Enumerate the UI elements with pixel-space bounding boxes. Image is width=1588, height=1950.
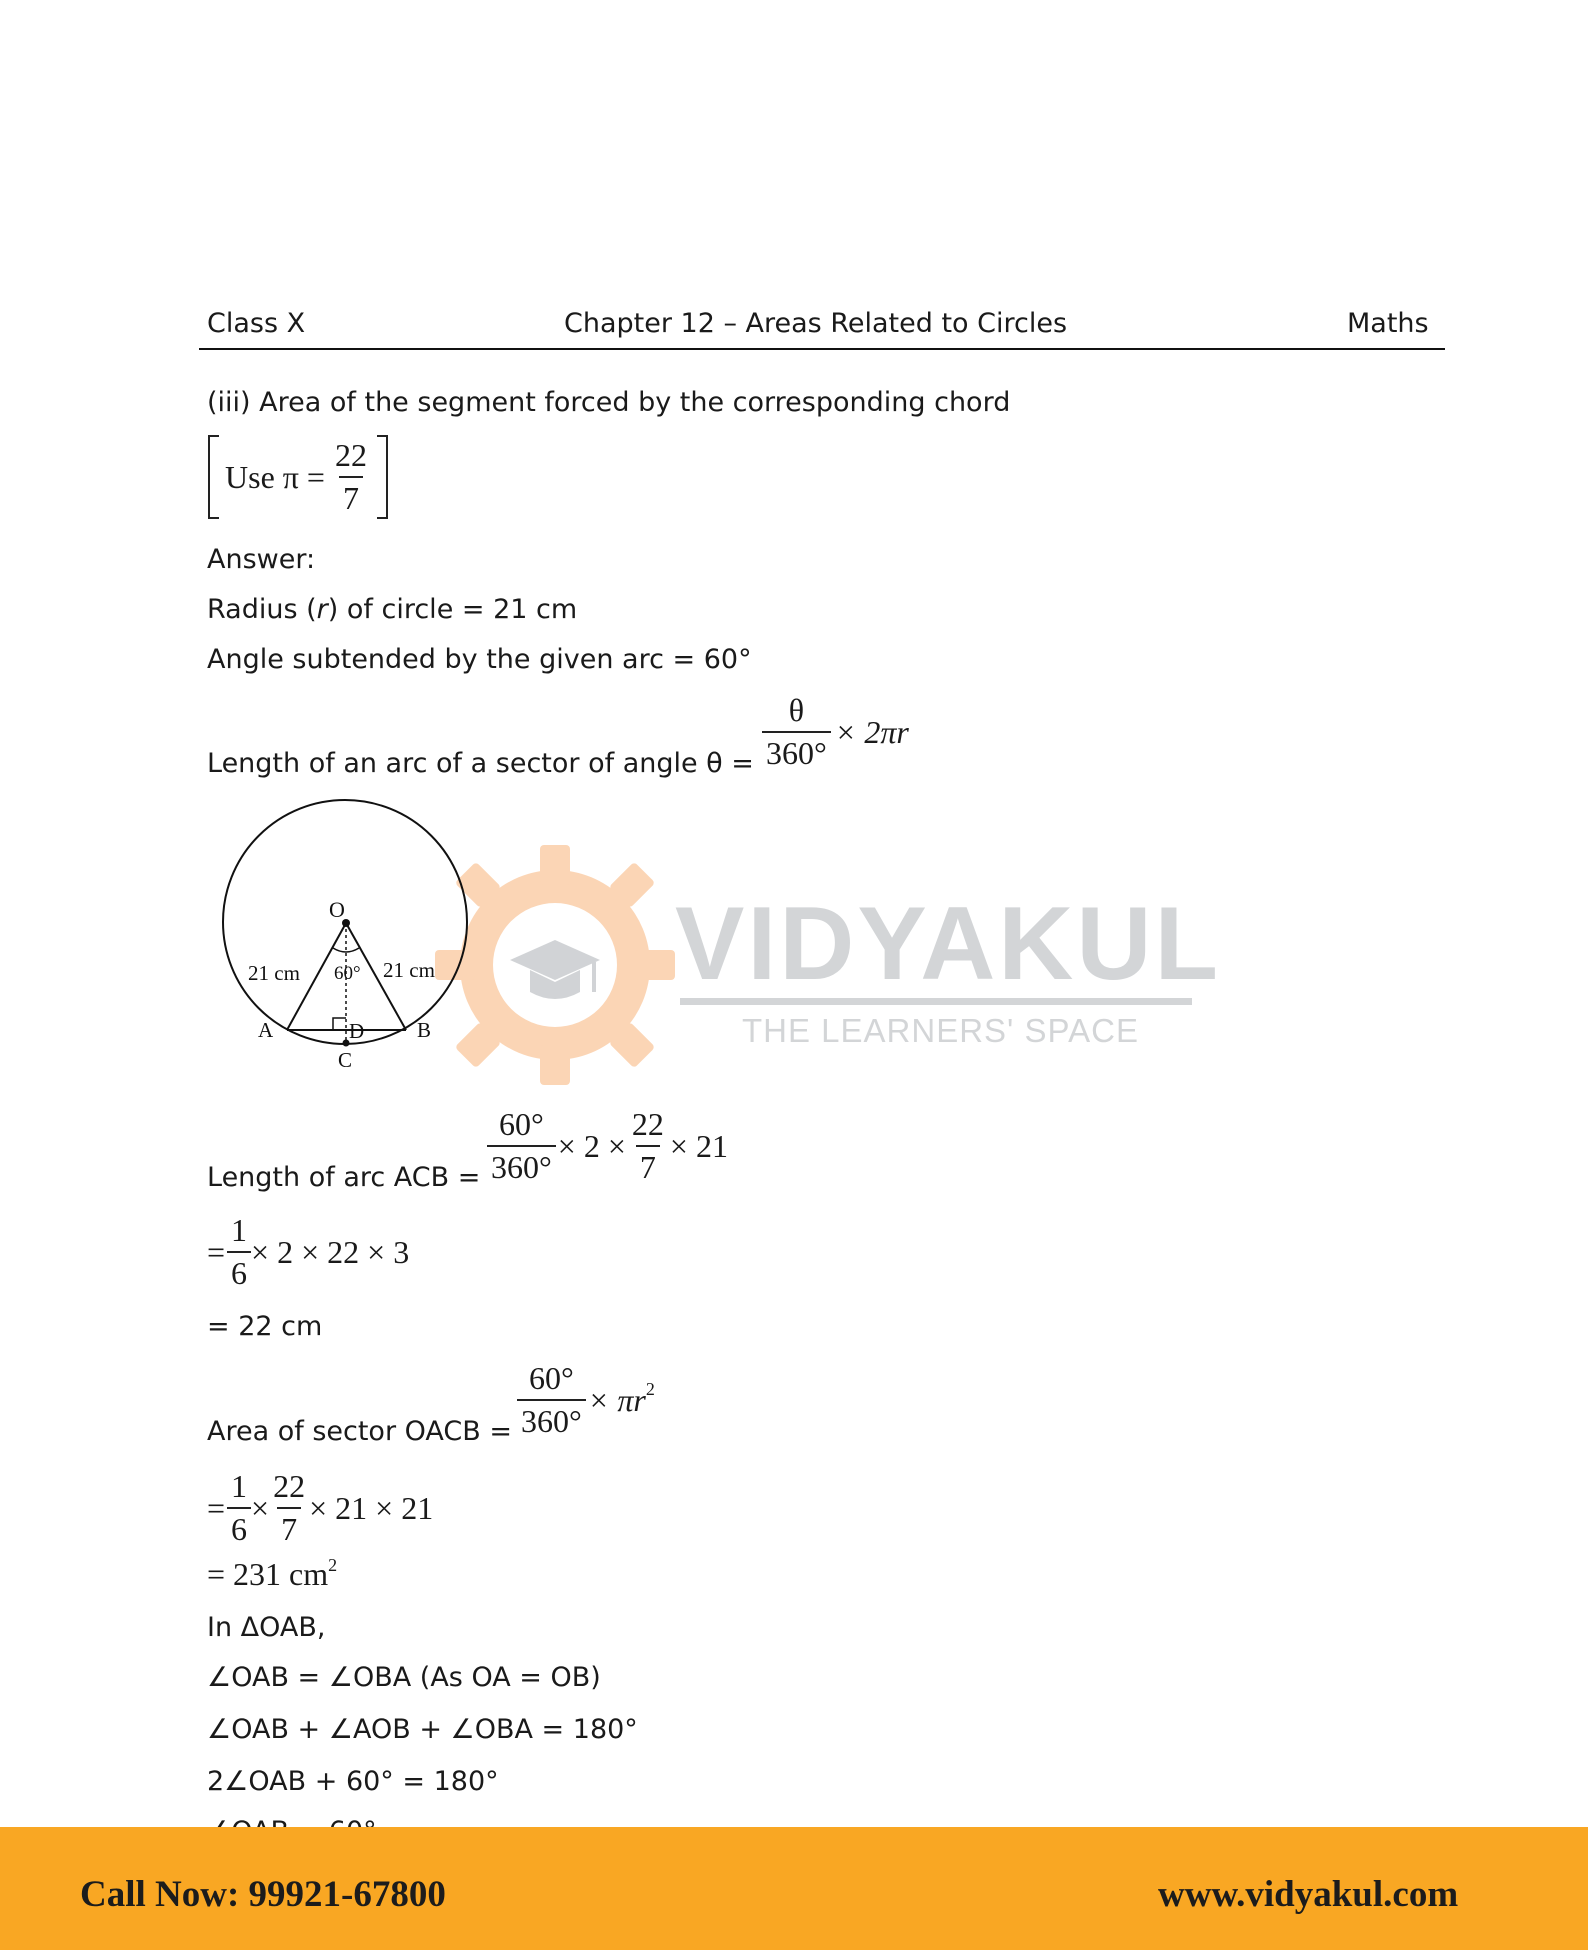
label-o: O	[329, 897, 345, 922]
angle-line: Angle subtended by the given arc = 60°	[207, 644, 752, 675]
use-pi-box	[208, 436, 388, 518]
label-angle: 60°	[334, 963, 361, 984]
answer-label: Answer:	[207, 544, 316, 575]
label-left-radius: 21 cm	[248, 961, 300, 985]
angle-solve-line: 2∠OAB + 60° = 180°	[207, 1766, 499, 1797]
header-subject: Maths	[1347, 308, 1429, 339]
circle-diagram	[205, 790, 485, 1090]
arc-formula-tail: × 2πr	[834, 713, 909, 750]
arc-acb-text: Length of arc ACB =	[207, 1162, 481, 1193]
header-class: Class X	[207, 308, 306, 339]
label-c: C	[338, 1048, 353, 1072]
radius-line: Radius (r) of circle = 21 cm	[207, 594, 578, 625]
sector-step-1: = $\frac{1}{6}$ × $\frac{22}{7}$ × 21 × 21	[207, 1468, 434, 1547]
watermark-brand: VIDYAKUL	[675, 886, 1222, 1002]
label-b: B	[417, 1018, 432, 1042]
watermark-tagline: THE LEARNERS' SPACE	[742, 1012, 1139, 1049]
sector-area-text: Area of sector OACB =	[207, 1416, 512, 1447]
arc-result: = 22 cm	[207, 1311, 323, 1342]
left-bracket	[208, 435, 219, 519]
watermark-underline	[680, 998, 1192, 1005]
label-a: A	[258, 1018, 274, 1042]
arc-formula-denominator: 360°	[762, 731, 831, 772]
part-iii-text: (iii) Area of the segment forced by the corresponding chord	[207, 387, 1011, 418]
website-link[interactable]: www.vidyakul.com	[1158, 1874, 1459, 1915]
footer-bar	[0, 1827, 1588, 1950]
call-now-link[interactable]: Call Now: 99921-67800	[80, 1874, 446, 1915]
use-pi-label: Use π =	[225, 458, 325, 495]
watermark	[430, 840, 1222, 1100]
header-chapter: Chapter 12 – Areas Related to Circles	[564, 308, 1068, 339]
sector-area-formula: $\frac{60^\circ}{360^\circ}$ × πr $^2$	[517, 1360, 655, 1440]
right-bracket	[377, 435, 388, 519]
angle-equality-line: ∠OAB = ∠OBA (As OA = OB)	[207, 1662, 601, 1693]
use-pi-denominator: 7	[339, 476, 363, 517]
arc-step-1: = $\frac{1}{6}$ × 2 × 22 × 3	[207, 1212, 410, 1291]
label-right-radius: 21 cm	[383, 958, 435, 982]
label-d: D	[349, 1019, 365, 1043]
arc-formula-numerator: θ	[788, 692, 805, 728]
arc-acb-formula: $\frac{60^\circ}{360^\circ}$ × 2 × $\frac{22}{7}$ × 21	[487, 1106, 728, 1186]
right-angle-mark	[333, 1018, 346, 1030]
sector-result: = 231 cm $^2$	[207, 1555, 338, 1592]
arc-length-text: Length of an arc of a sector of angle θ =	[207, 748, 754, 779]
arc-length-formula	[762, 692, 909, 772]
angle-sum-line: ∠OAB + ∠AOB + ∠OBA = 180°	[207, 1714, 638, 1745]
header-rule	[199, 348, 1445, 350]
use-pi-numerator: 22	[334, 437, 367, 473]
triangle-heading: In ΔOAB,	[207, 1612, 326, 1643]
